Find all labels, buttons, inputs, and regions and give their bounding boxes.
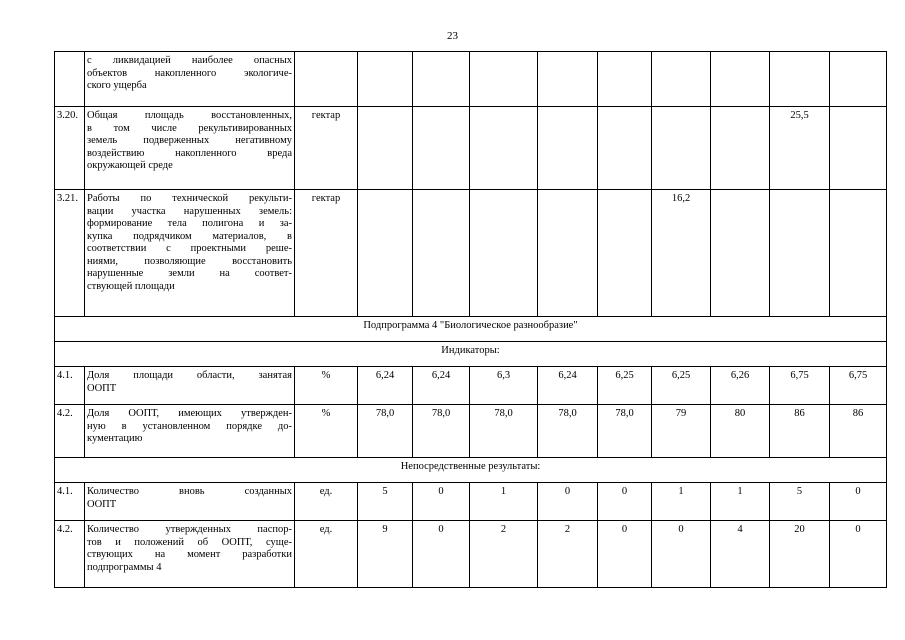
description-line: Доля ООПТ, имеющих утвержден- — [87, 408, 292, 419]
value-cell — [538, 107, 598, 190]
row-description — [85, 521, 295, 588]
description-line: Общая площадь восстановленных, — [87, 110, 292, 121]
value-cell — [770, 190, 830, 317]
value-cell: 6,25 — [652, 367, 711, 405]
value-cell: 78,0 — [358, 405, 413, 458]
table-row — [55, 190, 887, 317]
value-cell: 5 — [770, 483, 830, 521]
row-description — [85, 107, 295, 190]
value-cell: 80 — [711, 405, 770, 458]
value-cell: 78,0 — [598, 405, 652, 458]
value-cell: 6,24 — [358, 367, 413, 405]
description-line: подпрограммы 4 — [87, 561, 162, 573]
table-row — [55, 405, 887, 458]
value-cell: 0 — [652, 521, 711, 588]
row-description — [85, 405, 295, 458]
page-number: 23 — [447, 30, 458, 42]
value-cell — [711, 52, 770, 107]
section-row — [55, 342, 887, 367]
table-row — [55, 483, 887, 521]
description-line: Работы по технической рекульти- — [87, 193, 292, 204]
value-cell — [413, 107, 470, 190]
row-number: 4.1. — [55, 483, 85, 521]
value-cell — [770, 52, 830, 107]
row-unit: ед. — [295, 483, 358, 521]
indicators-table — [54, 51, 887, 588]
value-cell — [538, 190, 598, 317]
table-row — [55, 107, 887, 190]
description-line: в том числе рекультивированных — [87, 122, 292, 134]
value-cell: 78,0 — [470, 405, 538, 458]
value-cell: 78,0 — [413, 405, 470, 458]
value-cell — [413, 52, 470, 107]
value-cell: 6,24 — [413, 367, 470, 405]
row-number: 4.2. — [55, 405, 85, 458]
row-unit: % — [295, 405, 358, 458]
value-cell: 1 — [711, 483, 770, 521]
description-line: вации участка нарушенных земель: — [87, 205, 292, 217]
value-cell: 0 — [538, 483, 598, 521]
value-cell: 0 — [830, 483, 887, 521]
value-cell: 2 — [538, 521, 598, 588]
value-cell — [652, 52, 711, 107]
description-line: окружающей среде — [87, 160, 173, 171]
value-cell: 9 — [358, 521, 413, 588]
value-cell — [652, 107, 711, 190]
row-number: 3.20. — [55, 107, 85, 190]
row-unit: гектар — [295, 107, 358, 190]
description-line: купка подрядчиком материалов, в — [87, 230, 292, 242]
value-cell: 78,0 — [538, 405, 598, 458]
value-cell — [830, 52, 887, 107]
table-row — [55, 52, 887, 107]
value-cell — [830, 190, 887, 317]
value-cell: 0 — [413, 521, 470, 588]
description-line: ствующей площади — [87, 280, 175, 292]
value-cell — [358, 107, 413, 190]
row-number: 4.2. — [55, 521, 85, 588]
value-cell: 0 — [830, 521, 887, 588]
description-line: объектов накопленного экологиче- — [87, 67, 292, 79]
value-cell — [470, 190, 538, 317]
row-description — [85, 367, 295, 405]
section-title: Непосредственные результаты: — [55, 458, 887, 483]
section-row — [55, 317, 887, 342]
value-cell: 86 — [770, 405, 830, 458]
table-body — [55, 52, 887, 588]
value-cell: 6,24 — [538, 367, 598, 405]
value-cell: 5 — [358, 483, 413, 521]
description-line: Количество утвержденных паспор- — [87, 524, 292, 535]
table-row — [55, 367, 887, 405]
description-line: Доля площади области, занятая — [87, 370, 292, 381]
value-cell: 16,2 — [652, 190, 711, 317]
value-cell — [711, 107, 770, 190]
value-cell — [470, 52, 538, 107]
row-unit — [295, 52, 358, 107]
row-number — [55, 52, 85, 107]
row-unit: % — [295, 367, 358, 405]
value-cell: 20 — [770, 521, 830, 588]
row-unit: ед. — [295, 521, 358, 588]
section-title: Подпрограмма 4 "Биологическое разнообразие" — [55, 317, 887, 342]
description-line: соответствии с проектными реше- — [87, 243, 292, 254]
table-row — [55, 521, 887, 588]
value-cell: 6,25 — [598, 367, 652, 405]
value-cell: 6,3 — [470, 367, 538, 405]
value-cell: 79 — [652, 405, 711, 458]
value-cell — [470, 107, 538, 190]
value-cell: 0 — [598, 521, 652, 588]
value-cell: 6,26 — [711, 367, 770, 405]
value-cell — [711, 190, 770, 317]
description-line: кументацию — [87, 433, 143, 444]
description-line: нарушенные земли на соответ- — [87, 268, 292, 279]
value-cell: 2 — [470, 521, 538, 588]
description-line: воздействию накопленного вреда — [87, 147, 292, 159]
value-cell: 86 — [830, 405, 887, 458]
value-cell: 0 — [598, 483, 652, 521]
section-title: Индикаторы: — [55, 342, 887, 367]
row-description — [85, 190, 295, 317]
description-line: ООПТ — [87, 382, 117, 394]
description-line: ствующих на момент разработки — [87, 549, 292, 560]
value-cell — [413, 190, 470, 317]
value-cell — [538, 52, 598, 107]
value-cell: 6,75 — [830, 367, 887, 405]
description-line: формирование тела полигона и за- — [87, 218, 292, 229]
description-line: земель подверженных негативному — [87, 135, 292, 146]
description-line: тов и положений об ООПТ, суще- — [87, 536, 292, 548]
description-line: ниями, позволяющие восстановить — [87, 255, 292, 267]
row-unit: гектар — [295, 190, 358, 317]
description-line: ООПТ — [87, 498, 117, 510]
value-cell: 4 — [711, 521, 770, 588]
value-cell: 1 — [652, 483, 711, 521]
value-cell — [598, 107, 652, 190]
value-cell — [830, 107, 887, 190]
value-cell: 6,75 — [770, 367, 830, 405]
row-description — [85, 483, 295, 521]
description-line: Количество вновь созданных — [87, 486, 292, 497]
row-description — [85, 52, 295, 107]
value-cell: 25,5 — [770, 107, 830, 190]
value-cell — [358, 190, 413, 317]
description-line: ского ущерба — [87, 80, 147, 91]
value-cell — [358, 52, 413, 107]
row-number: 4.1. — [55, 367, 85, 405]
row-number: 3.21. — [55, 190, 85, 317]
value-cell: 1 — [470, 483, 538, 521]
value-cell — [598, 190, 652, 317]
value-cell: 0 — [413, 483, 470, 521]
section-row — [55, 458, 887, 483]
description-line: ную в установленном порядке до- — [87, 420, 292, 432]
value-cell — [598, 52, 652, 107]
description-line: с ликвидацией наиболее опасных — [87, 55, 292, 66]
